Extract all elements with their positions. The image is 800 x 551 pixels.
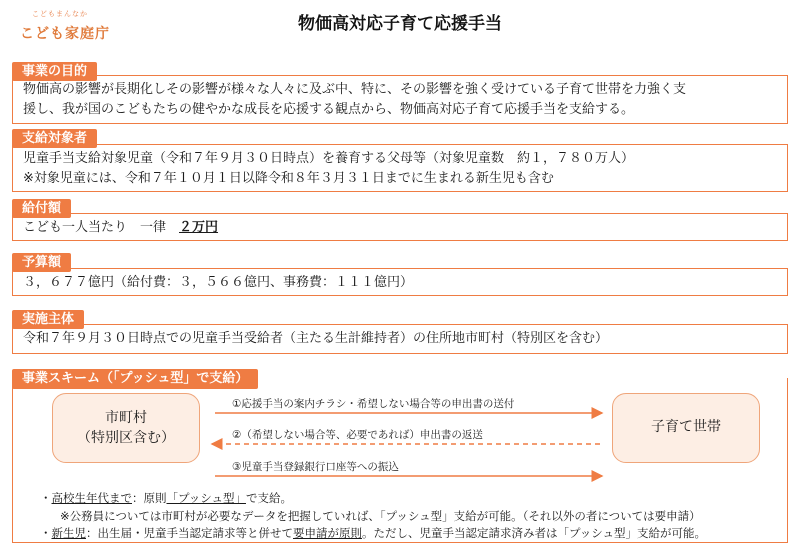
- scheme-heading: 事業スキーム（「プッシュ型」で支給）: [12, 369, 258, 389]
- scheme-note-3: [40, 526, 706, 541]
- target-line-1: 児童手当支給対象児童（令和７年９月３０日時点）を養育する父母等（対象児童数 約１，７８０万人）: [23, 151, 635, 166]
- note-1-emph: 高校生年代まで: [51, 491, 132, 505]
- page-title: 物価高対応子育て応援手当: [298, 14, 502, 34]
- implementer-line: 令和７年９月３０日時点での児童手当受給者（主たる生計維持者）の住所地市町村（特別区を含む）: [23, 331, 609, 346]
- flow-label-3: ③児童手当登録銀行口座等への振込: [232, 461, 399, 473]
- budget-heading: 予算額: [12, 253, 71, 272]
- note-1-bullet: ・: [40, 491, 52, 505]
- purpose-line-1: 物価高の影響が長期化しその影響が様々な人々に及ぶ中、特に、その影響を強く受けている子育て世帯を力強く支: [23, 82, 687, 97]
- logo-tagline: こどもまんなか: [32, 10, 88, 18]
- amount-value: ２万円: [179, 220, 219, 235]
- target-line-2: ※対象児童には、令和７年１０月１日以降令和８年３月３１日までに生まれる新生児も含む: [23, 171, 554, 186]
- note-3-emph: 新生児: [51, 526, 86, 540]
- purpose-heading: 事業の目的: [12, 62, 97, 81]
- implementer-heading: 実施主体: [12, 310, 84, 329]
- budget-line: ３，６７７億円（給付費：３，５６６億円、事務費：１１１億円）: [23, 275, 414, 290]
- purpose-line-2: 援し、我が国のこどもたちの健やかな成長を応援する観点から、物価高対応子育て応援手当を支給する。: [23, 102, 635, 117]
- note-3-bullet: ・: [40, 526, 52, 540]
- note-3-text-a: ：出生届・児童手当認定請求等と併せて: [86, 526, 293, 540]
- logo-name: こども家庭庁: [20, 26, 110, 42]
- scheme-note-2: ※公務員については市町村が必要なデータを把握していれば、「プッシュ型」支給が可能。（それ以外の者については要申請）: [60, 509, 701, 523]
- note-1-text-a: ：原則: [132, 491, 167, 505]
- scheme-note-1: [40, 491, 292, 506]
- amount-prefix: こども一人当たり 一律: [23, 220, 180, 235]
- municipality-line-2: （特別区含む）: [77, 430, 175, 446]
- target-heading: 支給対象者: [12, 129, 97, 148]
- municipality-line-1: 市町村: [105, 410, 147, 426]
- amount-heading: 給付額: [12, 199, 71, 218]
- note-3-emph-2: 要申請が原則: [293, 526, 362, 540]
- flow-label-1: ①応援手当の案内チラシ・希望しない場合等の申出書の送付: [232, 398, 515, 410]
- household-label: 子育て世帯: [651, 419, 721, 435]
- flow-label-2: ②（希望しない場合等、必要であれば）申出書の返送: [232, 429, 483, 441]
- note-3-text-b: 。ただし、児童手当認定請求済み者は「プッシュ型」支給が可能。: [362, 526, 706, 540]
- note-1-emph-2: 「プッシュ型」: [166, 491, 246, 505]
- note-1-text-b: で支給。: [245, 491, 292, 505]
